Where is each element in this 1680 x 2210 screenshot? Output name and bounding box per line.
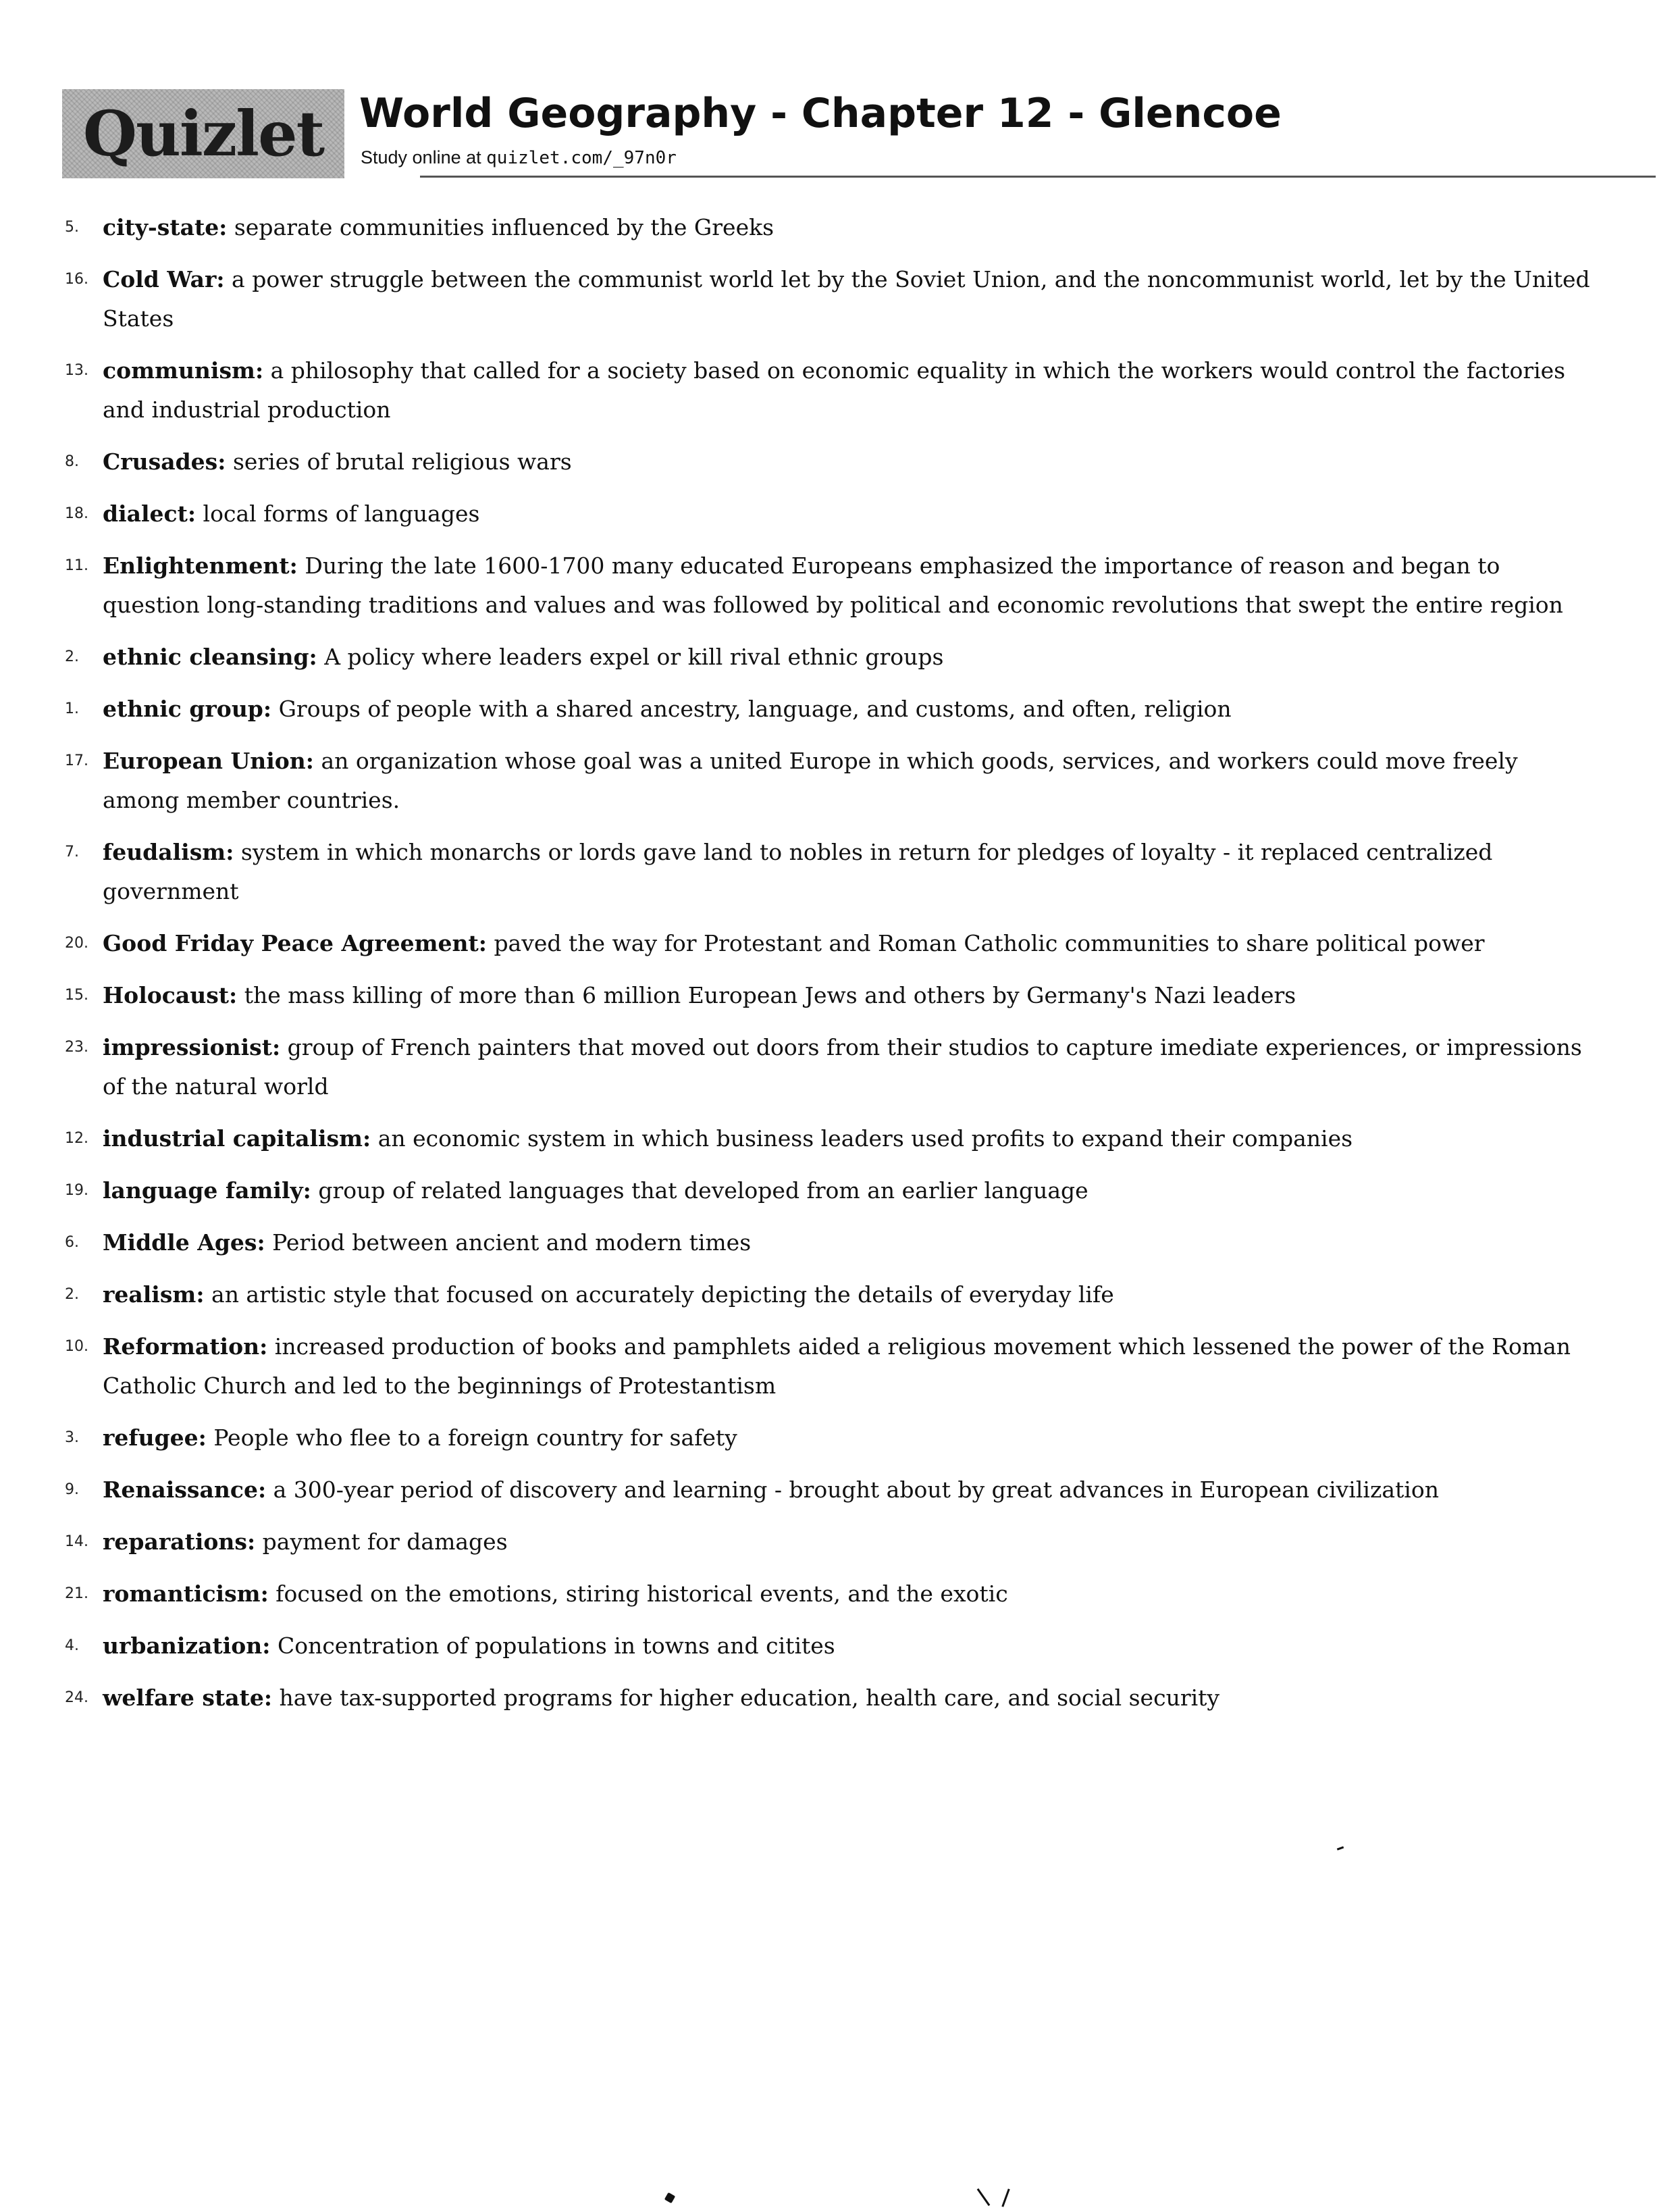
term-word: Renaissance: xyxy=(103,1476,267,1503)
term-definition: series of brutal religious wars xyxy=(232,448,572,475)
term-definition: People who flee to a foreign country for safety xyxy=(213,1424,737,1451)
term-number: 12. xyxy=(65,1130,88,1147)
term-number: 2. xyxy=(65,648,79,665)
term-definition: payment for damages xyxy=(262,1528,508,1555)
term-definition: separate communities influenced by the Greeks xyxy=(234,214,775,240)
term-number: 20. xyxy=(65,935,88,952)
page-title: World Geography - Chapter 12 - Glencoe xyxy=(359,90,1282,137)
term-number: 3. xyxy=(65,1429,79,1446)
term-entry xyxy=(65,638,1591,677)
term-definition: an artistic style that focused on accurately depicting the details of everyday life xyxy=(211,1281,1114,1308)
term-entry xyxy=(65,690,1591,729)
term-word: ethnic cleansing: xyxy=(103,644,317,670)
term-word: ethnic group: xyxy=(103,696,272,722)
term-entry xyxy=(65,351,1591,430)
term-definition: a 300-year period of discovery and learning - brought about by great advances in European civilization xyxy=(273,1476,1439,1503)
term-entry xyxy=(65,208,1591,247)
logo-text: Quizlet xyxy=(82,97,324,170)
term-entry xyxy=(65,1119,1591,1158)
term-definition: During the late 1600-1700 many educated Europeans emphasized the importance of reason and began to question long-standing traditions and values and was followed by political and economic revolutions that swept the entire region xyxy=(103,552,1563,618)
term-word: Cold War: xyxy=(103,266,225,292)
term-word: European Union: xyxy=(103,748,314,774)
scan-mark xyxy=(1337,1846,1344,1850)
term-number: 8. xyxy=(65,453,79,470)
term-definition: local forms of languages xyxy=(203,500,480,527)
term-definition: a philosophy that called for a society based on economic equality in which the workers would control the factories and industrial production xyxy=(103,357,1566,423)
term-entry xyxy=(65,1678,1591,1718)
term-word: Good Friday Peace Agreement: xyxy=(103,930,487,956)
term-number: 19. xyxy=(65,1182,88,1199)
term-number: 4. xyxy=(65,1637,79,1654)
term-word: industrial capitalism: xyxy=(103,1125,371,1152)
term-entry xyxy=(65,546,1591,625)
term-entry xyxy=(65,494,1591,534)
term-definition: focused on the emotions, stiring historical events, and the exotic xyxy=(275,1581,1008,1607)
term-definition: paved the way for Protestant and Roman Catholic communities to share political power xyxy=(494,930,1485,956)
term-entry xyxy=(65,1171,1591,1210)
term-number: 14. xyxy=(65,1533,88,1550)
term-word: welfare state: xyxy=(103,1685,273,1711)
term-word: refugee: xyxy=(103,1424,207,1451)
term-number: 23. xyxy=(65,1039,88,1056)
term-number: 5. xyxy=(65,219,79,236)
term-definition: system in which monarchs or lords gave land to nobles in return for pledges of loyalty - it replaced centralized government xyxy=(103,839,1493,904)
term-definition: Period between ancient and modern times xyxy=(272,1229,752,1256)
term-entry xyxy=(65,1223,1591,1262)
term-number: 6. xyxy=(65,1234,79,1251)
term-entry xyxy=(65,1418,1591,1458)
term-definition: have tax-supported programs for higher education, health care, and social security xyxy=(279,1685,1220,1711)
term-number: 15. xyxy=(65,987,88,1004)
term-entry xyxy=(65,1470,1591,1510)
term-word: impressionist: xyxy=(103,1034,281,1060)
term-word: Crusades: xyxy=(103,448,226,475)
term-definition: an economic system in which business leaders used profits to expand their companies xyxy=(377,1125,1353,1152)
term-number: 18. xyxy=(65,505,88,522)
term-word: Enlightenment: xyxy=(103,552,298,579)
term-definition: Concentration of populations in towns and citites xyxy=(277,1633,835,1659)
term-number: 9. xyxy=(65,1481,79,1498)
term-entry xyxy=(65,1275,1591,1314)
term-word: Reformation: xyxy=(103,1333,268,1360)
term-entry xyxy=(65,442,1591,482)
header-divider xyxy=(420,176,1656,178)
term-entry xyxy=(65,1028,1591,1106)
term-definition: a power struggle between the communist world let by the Soviet Union, and the noncommunist world, let by the United States xyxy=(103,266,1590,332)
term-word: urbanization: xyxy=(103,1633,271,1659)
term-definition: Groups of people with a shared ancestry, language, and customs, and often, religion xyxy=(278,696,1232,722)
term-entry xyxy=(65,1626,1591,1666)
scan-mark xyxy=(664,2192,675,2203)
term-entry xyxy=(65,742,1591,820)
term-number: 13. xyxy=(65,362,88,379)
term-word: romanticism: xyxy=(103,1581,269,1607)
term-word: city-state: xyxy=(103,214,228,240)
scan-mark xyxy=(1001,2188,1009,2207)
term-number: 17. xyxy=(65,752,88,769)
term-definition: increased production of books and pamphlets aided a religious movement which lessened the power of the Roman Catholic Church and led to the beginnings of Protestantism xyxy=(103,1333,1571,1399)
study-online-line xyxy=(361,149,677,167)
study-online-url: quizlet.com/_97n0r xyxy=(486,148,677,168)
term-word: communism: xyxy=(103,357,264,384)
term-word: feudalism: xyxy=(103,839,234,865)
term-entry xyxy=(65,1522,1591,1562)
term-number: 24. xyxy=(65,1689,88,1706)
term-word: Holocaust: xyxy=(103,982,238,1008)
term-number: 11. xyxy=(65,557,88,574)
term-entry xyxy=(65,1327,1591,1406)
term-word: Middle Ages: xyxy=(103,1229,265,1256)
term-number: 16. xyxy=(65,271,88,288)
term-definition: an organization whose goal was a united Europe in which goods, services, and workers could move freely among member countries. xyxy=(103,748,1518,813)
term-definition: A policy where leaders expel or kill rival ethnic groups xyxy=(324,644,944,670)
term-entry xyxy=(65,976,1591,1015)
term-number: 21. xyxy=(65,1585,88,1602)
term-entry xyxy=(65,924,1591,963)
term-word: dialect: xyxy=(103,500,196,527)
page-header xyxy=(62,86,1588,181)
term-number: 7. xyxy=(65,844,79,860)
term-definition: group of related languages that developed from an earlier language xyxy=(318,1177,1088,1204)
term-number: 1. xyxy=(65,700,79,717)
study-online-prefix: Study online at xyxy=(361,147,481,168)
term-word: language family: xyxy=(103,1177,311,1204)
term-word: realism: xyxy=(103,1281,205,1308)
term-entry xyxy=(65,833,1591,911)
term-entry xyxy=(65,1574,1591,1614)
term-number: 10. xyxy=(65,1338,88,1355)
term-word: reparations: xyxy=(103,1528,256,1555)
quizlet-logo xyxy=(62,89,344,178)
term-number: 2. xyxy=(65,1286,79,1303)
term-list xyxy=(65,208,1591,1730)
scan-mark xyxy=(977,2188,991,2206)
term-definition: the mass killing of more than 6 million European Jews and others by Germany's Nazi leaders xyxy=(244,982,1296,1008)
term-definition: group of French painters that moved out doors from their studios to capture imediate experiences, or impressions of the natural world xyxy=(103,1034,1582,1100)
term-entry xyxy=(65,260,1591,338)
